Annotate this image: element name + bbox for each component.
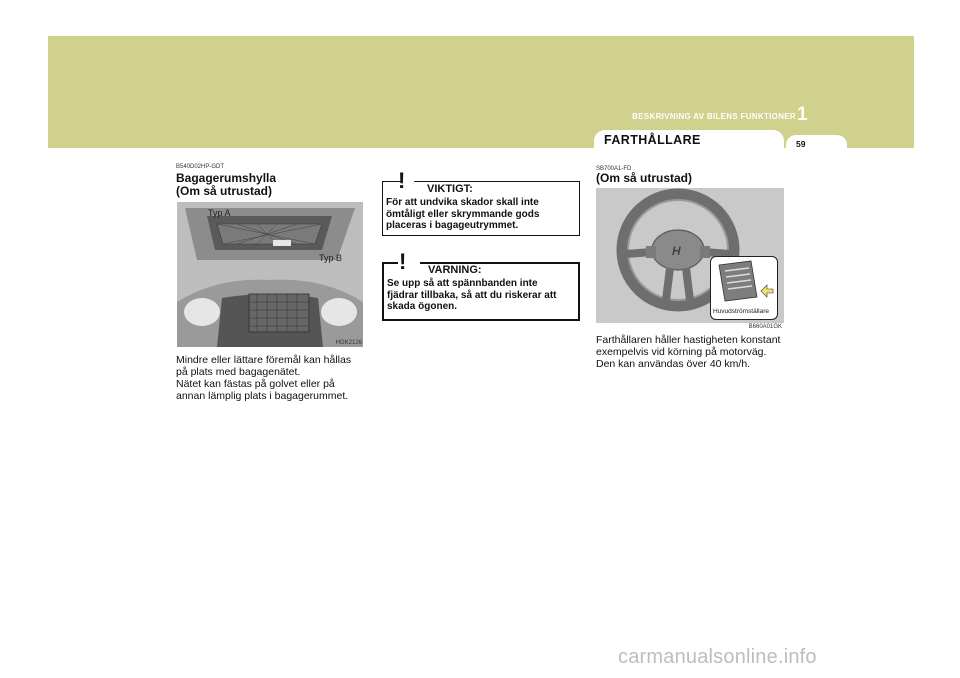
right-image-code: B660A01GK xyxy=(748,324,782,330)
header-band xyxy=(48,36,914,148)
right-body-line2: exempelvis vid körning på motorväg. xyxy=(596,346,767,358)
left-body-line3: Nätet kan fästas på golvet eller på xyxy=(176,378,335,390)
label-typ-b: Typ B xyxy=(319,253,343,263)
chapter-title: BESKRIVNING AV BILENS FUNKTIONER xyxy=(632,112,796,121)
trunk-net-illustration xyxy=(177,202,363,347)
viktigt-title: VIKTIGT: xyxy=(427,183,473,195)
right-body-text xyxy=(596,334,785,370)
varning-line2: fjädrar tillbaka, så att du riskerar att xyxy=(387,289,557,301)
right-body-line1: Farthållaren håller hastigheten konstant xyxy=(596,334,781,346)
left-body-line2: på plats med bagagenätet. xyxy=(176,366,301,378)
left-image-code: HGK2126 xyxy=(335,340,362,346)
section-tab xyxy=(594,130,784,152)
left-heading-line1: Bagagerumshylla xyxy=(176,171,277,185)
viktigt-line3: placeras i bagageutrymmet. xyxy=(386,220,519,231)
varning-line1: Se upp så att spännbanden inte xyxy=(387,278,538,289)
cruise-switch-illustration xyxy=(711,257,777,307)
varning-text xyxy=(387,278,575,313)
inset-panel xyxy=(710,256,778,320)
left-body-line1: Mindre eller lättare föremål kan hållas xyxy=(176,354,352,366)
page-number: 59 xyxy=(796,139,806,149)
section-title: FARTHÅLLARE xyxy=(604,133,701,147)
watermark: carmanualsonline.info xyxy=(618,646,817,668)
left-section-code: B540D02HP-GDT xyxy=(176,164,225,170)
varning-box xyxy=(382,249,580,321)
svg-text:H: H xyxy=(672,244,681,258)
viktigt-exclamation-icon: ! xyxy=(398,168,406,193)
trunk-net-image xyxy=(177,202,363,347)
viktigt-line2: ömtåligt eller skrymmande gods xyxy=(386,208,540,220)
left-heading xyxy=(176,172,276,198)
viktigt-text xyxy=(386,197,576,232)
right-heading: (Om så utrustad) xyxy=(596,171,693,185)
right-body-line3: Den kan användas över 40 km/h. xyxy=(596,358,751,370)
varning-title: VARNING: xyxy=(428,264,482,276)
left-body-line4: annan lämplig plats i bagagerummet. xyxy=(176,390,349,402)
viktigt-box xyxy=(382,168,580,236)
label-typ-a: Typ A xyxy=(208,208,231,218)
page-tab xyxy=(786,135,847,152)
varning-line3: skada ögonen. xyxy=(387,301,458,312)
left-heading-line2: (Om så utrustad) xyxy=(176,184,273,198)
left-body-text xyxy=(176,354,363,402)
inset-label: Huvudströmställare xyxy=(713,308,769,315)
right-section-code: SB700A1-FD xyxy=(596,166,632,172)
varning-exclamation-icon: ! xyxy=(399,249,407,274)
chapter-number: 1 xyxy=(797,104,808,125)
viktigt-line1: För att undvika skador skall inte xyxy=(386,197,539,208)
